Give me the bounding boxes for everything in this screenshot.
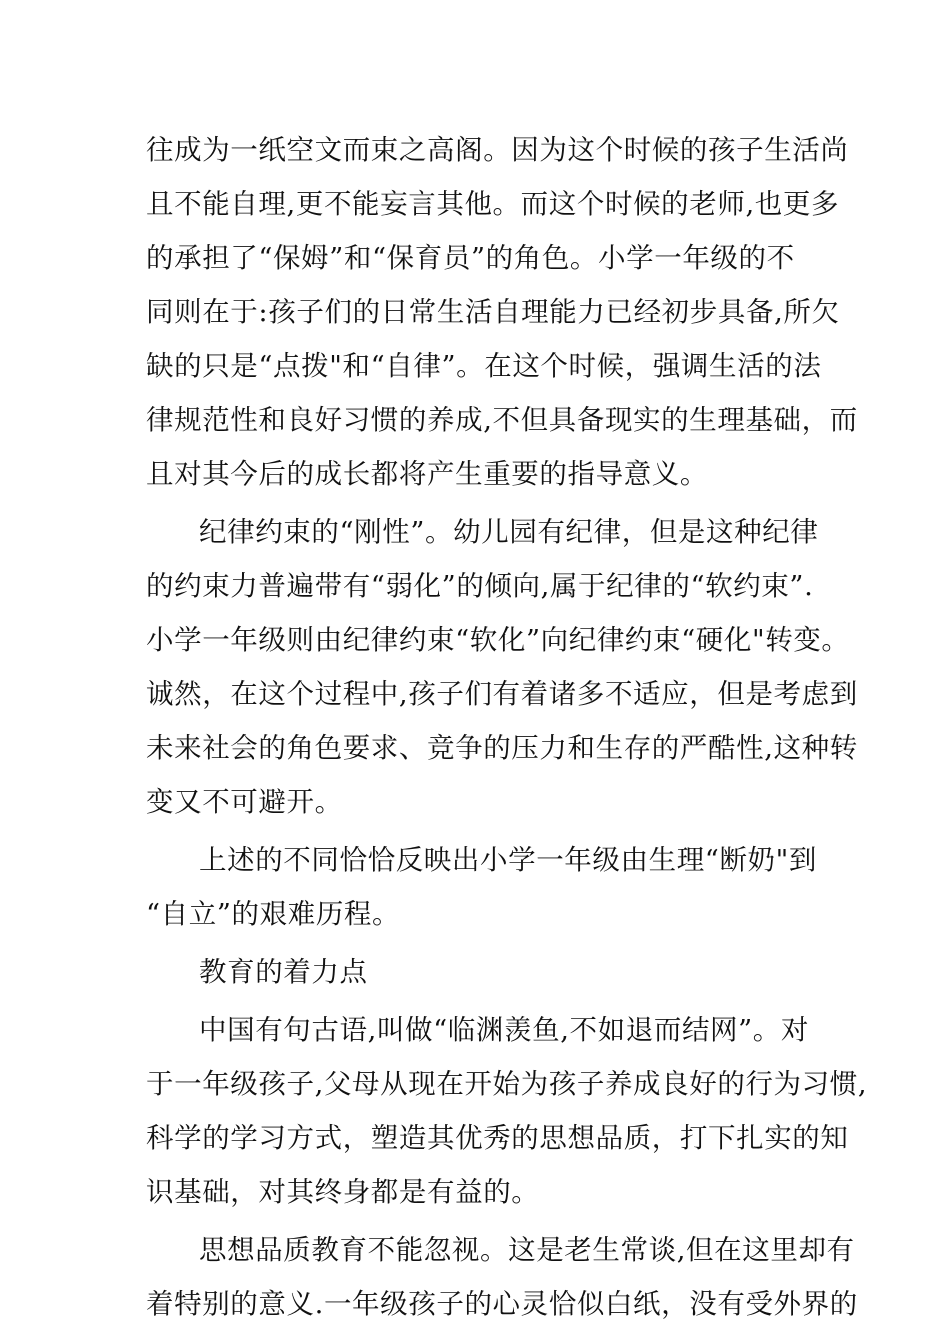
paragraph-first-line: 上述的不同恰恰反映出小学一年级由生理“断奶"到 bbox=[199, 844, 818, 876]
text-line: 于一年级孩子,父母从现在开始为孩子养成良好的行为习惯, bbox=[146, 1068, 868, 1100]
text-line: 的承担了“保姆”和“保育员”的角色。小学一年级的不 bbox=[146, 242, 795, 274]
text-line: 识基础，对其终身都是有益的。 bbox=[146, 1176, 540, 1208]
text-line: 且对其今后的成长都将产生重要的指导意义。 bbox=[146, 458, 708, 490]
text-line: 且不能自理,更不能妄言其他。而这个时候的老师,也更多 bbox=[146, 188, 840, 220]
paragraph-first-line: 纪律约束的“刚性”。幼儿园有纪律，但是这种纪律 bbox=[199, 516, 819, 548]
text-line: 同则在于:孩子们的日常生活自理能力已经初步具备,所欠 bbox=[146, 296, 840, 328]
text-line: 科学的学习方式，塑造其优秀的思想品质，打下扎实的知 bbox=[146, 1122, 849, 1154]
text-line: 小学一年级则由纪律约束“软化”向纪律约束“硬化"转变。 bbox=[146, 624, 850, 656]
paragraph-first-line: 思想品质教育不能忽视。这是老生常谈,但在这里却有 bbox=[199, 1234, 855, 1266]
text-line: 未来社会的角色要求、竞争的压力和生存的严酷性,这种转 bbox=[146, 732, 858, 764]
text-line: 律规范性和良好习惯的养成,不但具备现实的生理基础，而 bbox=[146, 404, 858, 436]
text-line: 缺的只是“点拨"和“自律”。在这个时候，强调生活的法 bbox=[146, 350, 822, 382]
text-line: 诚然，在这个过程中,孩子们有着诸多不适应，但是考虑到 bbox=[146, 678, 858, 710]
text-line: 变又不可避开。 bbox=[146, 786, 343, 818]
paragraph-first-line: 中国有句古语,叫做“临渊羡鱼,不如退而结网”。对 bbox=[199, 1014, 809, 1046]
text-line: “自立”的艰难历程。 bbox=[146, 898, 401, 930]
section-heading: 教育的着力点 bbox=[199, 956, 368, 988]
text-line: 往成为一纸空文而束之高阁。因为这个时候的孩子生活尚 bbox=[146, 134, 849, 166]
text-line: 的约束力普遍带有“弱化”的倾向,属于纪律的“软约束”. bbox=[146, 570, 814, 602]
text-line: 着特别的意义.一年级孩子的心灵恰似白纸，没有受外界的 bbox=[146, 1288, 858, 1320]
